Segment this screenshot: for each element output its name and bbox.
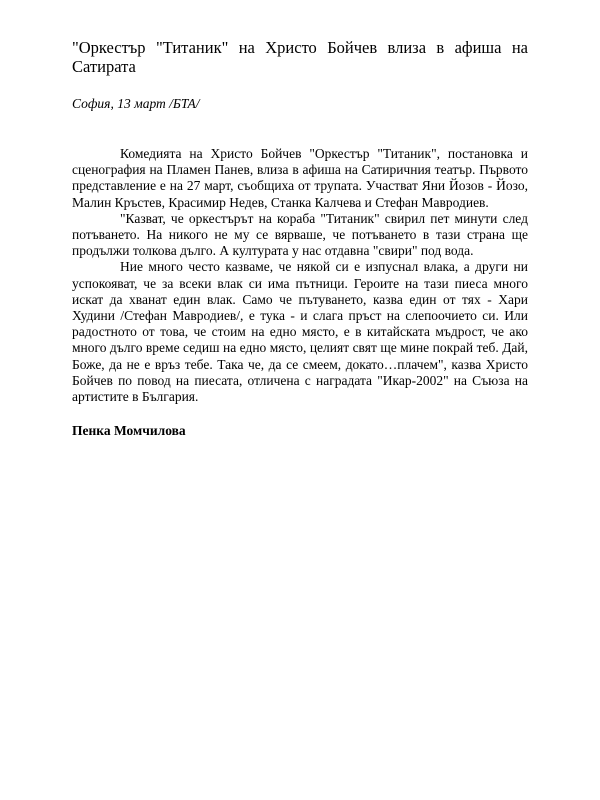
article-title: "Оркестър "Титаник" на Христо Бойчев влиза в афиша на Сатирата <box>72 38 528 76</box>
document-page <box>72 38 528 439</box>
article-paragraph: Ние много често казваме, че някой си е изпуснал влака, а други ни успокояват, че за всеки влак си има пътници. Героите на тази пиеса много искат да хванат един влак. Само че пътуването, казва един от тях - Хари Худини /Стефан Мавродиев/, е тука - и слага пръст на слепоочието си. Или радостното от това, че стоим на едно място, е в китайската мъдрост, че ако много дълго време седиш на едно място, целият свят ще мине покрай теб. Дай, Боже, да не е връз тебе. Така че, да се смеем, докато…плачем", казва Христо Бойчев по повод на пиесата, отличена с наградата "Икар-2002" на Съюза на артистите в България. <box>72 259 528 405</box>
article-paragraph: Комедията на Христо Бойчев "Оркестър "Титаник", постановка и сценография на Пламен Панев, влиза в афиша на Сатиричния театър. Първото представление е на 27 март, съобщиха от трупата. Участват Яни Йозов - Йозо, Малин Кръстев, Красимир Недев, Станка Калчева и Стефан Мавродиев. <box>72 146 528 210</box>
article-body <box>72 146 528 405</box>
article-author: Пенка Момчилова <box>72 423 186 439</box>
article-paragraph: "Казват, че оркестърът на кораба "Титаник" свирил пет минути след потъването. На никого не му се вярваше, че потъването в тази страна ще продължи толкова дълго. А културата у нас отдавна "свири" под вода. <box>72 210 528 259</box>
article-dateline: София, 13 март /БТА/ <box>72 96 200 111</box>
